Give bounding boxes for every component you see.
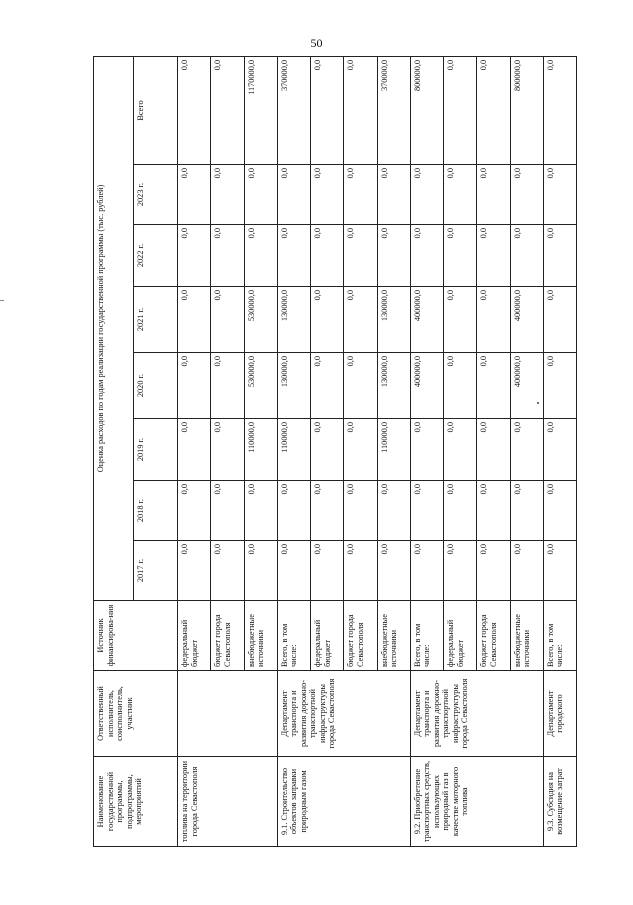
value-cell: 0,0: [344, 541, 377, 601]
source-cell: бюджет города Севастополя: [477, 601, 510, 671]
value-cell: 130000,0: [277, 287, 310, 353]
header-year: 2018 г.: [134, 481, 178, 541]
value-cell: 0,0: [277, 225, 310, 287]
scan-edge-mark: [0, 300, 4, 301]
value-cell: 0,0: [510, 165, 543, 225]
header-year: 2022 г.: [134, 225, 178, 287]
value-cell: 0,0: [477, 481, 510, 541]
value-cell: 0,0: [510, 225, 543, 287]
value-cell: 0,0: [444, 225, 477, 287]
header-year: 2021 г.: [134, 287, 178, 353]
value-cell: 0,0: [211, 225, 244, 287]
value-cell: 0,0: [178, 287, 211, 353]
value-cell: 0,0: [510, 541, 543, 601]
value-cell: 0,0: [344, 419, 377, 481]
value-cell: 0,0: [311, 419, 344, 481]
value-cell: 0,0: [211, 541, 244, 601]
value-cell: 0,0: [178, 541, 211, 601]
value-cell: 0,0: [543, 287, 576, 353]
value-cell: 0,0: [311, 353, 344, 419]
total-cell: 0,0: [444, 56, 477, 164]
total-cell: 800000,0: [510, 56, 543, 164]
value-cell: 0,0: [510, 419, 543, 481]
value-cell: 0,0: [477, 225, 510, 287]
value-cell: 0,0: [444, 481, 477, 541]
value-cell: 530000,0: [244, 287, 277, 353]
source-cell: Всего, в том числе:: [543, 601, 576, 671]
value-cell: 0,0: [444, 353, 477, 419]
total-cell: 0,0: [211, 56, 244, 164]
header-total: Всего: [134, 56, 178, 164]
header-year: 2017 г.: [134, 541, 178, 601]
source-cell: Всего, в том числе:: [277, 601, 310, 671]
value-cell: 0,0: [444, 541, 477, 601]
total-cell: 800000,0: [410, 56, 443, 164]
page-number: 50: [310, 36, 323, 50]
value-cell: 0,0: [543, 419, 576, 481]
value-cell: 0,0: [178, 481, 211, 541]
value-cell: 0,0: [510, 481, 543, 541]
source-cell: федеральный бюджет: [444, 601, 477, 671]
value-cell: 0,0: [211, 353, 244, 419]
total-cell: 0,0: [178, 56, 211, 164]
value-cell: 110000,0: [244, 419, 277, 481]
value-cell: 0,0: [178, 165, 211, 225]
value-cell: 0,0: [311, 287, 344, 353]
value-cell: 0,0: [377, 541, 410, 601]
value-cell: 0,0: [377, 481, 410, 541]
measure-name: 9.3. Субсидия на возмещение затрат: [543, 757, 576, 847]
source-cell: федеральный бюджет: [311, 601, 344, 671]
value-cell: 0,0: [477, 419, 510, 481]
value-cell: 130000,0: [377, 353, 410, 419]
table-row: [277, 56, 310, 846]
value-cell: 0,0: [344, 481, 377, 541]
value-cell: 0,0: [211, 165, 244, 225]
value-cell: 0,0: [178, 353, 211, 419]
value-cell: 0,0: [477, 287, 510, 353]
value-cell: 0,0: [543, 481, 576, 541]
executor: Департамент транспорта и развития дорожно-транспортной инфраструктуры города Севастополя: [277, 671, 410, 757]
value-cell: 0,0: [377, 165, 410, 225]
value-cell: 0,0: [178, 225, 211, 287]
source-cell: федеральный бюджет: [178, 601, 211, 671]
rotated-table-frame: [93, 57, 577, 847]
rotated-table: [93, 57, 577, 847]
table-row: [543, 56, 576, 846]
source-cell: бюджет города Севастополя: [211, 601, 244, 671]
source-cell: Всего, в том числе:: [410, 601, 443, 671]
value-cell: 400000,0: [410, 287, 443, 353]
value-cell: 130000,0: [377, 287, 410, 353]
header-year: 2023 г.: [134, 165, 178, 225]
value-cell: 0,0: [277, 165, 310, 225]
value-cell: 0,0: [244, 165, 277, 225]
total-cell: 370000,0: [277, 56, 310, 164]
executor: Департамент городского: [543, 671, 576, 757]
value-cell: 0,0: [477, 541, 510, 601]
value-cell: 0,0: [543, 541, 576, 601]
value-cell: 0,0: [211, 481, 244, 541]
source-cell: внебюджетные источники: [244, 601, 277, 671]
value-cell: 0,0: [211, 287, 244, 353]
value-cell: 400000,0: [410, 353, 443, 419]
value-cell: 0,0: [543, 353, 576, 419]
value-cell: 0,0: [277, 541, 310, 601]
value-cell: 0,0: [477, 165, 510, 225]
header-year: 2020 г.: [134, 353, 178, 419]
value-cell: 0,0: [410, 225, 443, 287]
header-row-top: [94, 56, 134, 846]
value-cell: 0,0: [178, 419, 211, 481]
value-cell: 0,0: [410, 419, 443, 481]
header-year: 2019 г.: [134, 419, 178, 481]
value-cell: 0,0: [244, 225, 277, 287]
measure-name: 9.2. Приобретение транспортных средств, использующих природный газ в качестве моторного топлива: [410, 757, 543, 847]
source-cell: внебюджетные источники: [377, 601, 410, 671]
budget-table: [93, 56, 577, 847]
total-cell: 0,0: [477, 56, 510, 164]
total-cell: 0,0: [311, 56, 344, 164]
value-cell: 0,0: [311, 165, 344, 225]
total-cell: 1170000,0: [244, 56, 277, 164]
measure-name: топлива на территории города Севастополя: [178, 757, 278, 847]
header-executor: Ответственный исполнитель, соисполнитель, участник: [94, 671, 178, 757]
value-cell: 0,0: [277, 481, 310, 541]
total-cell: 0,0: [344, 56, 377, 164]
value-cell: 110000,0: [377, 419, 410, 481]
value-cell: 0,0: [311, 481, 344, 541]
value-cell: 0,0: [244, 541, 277, 601]
source-cell: внебюджетные источники: [510, 601, 543, 671]
total-cell: 370000,0: [377, 56, 410, 164]
value-cell: 0,0: [410, 165, 443, 225]
executor: [178, 671, 278, 757]
header-source: Источник финансирова-ния: [94, 601, 178, 671]
source-cell: бюджет города Севастополя: [344, 601, 377, 671]
value-cell: 0,0: [444, 287, 477, 353]
value-cell: 0,0: [477, 353, 510, 419]
value-cell: 0,0: [344, 225, 377, 287]
value-cell: 110000,0: [277, 419, 310, 481]
value-cell: 400000,0: [510, 287, 543, 353]
header-estimate: Оценка расходов по годам реализации государственной программы (тыс. рублей): [94, 56, 134, 600]
value-cell: 0,0: [543, 165, 576, 225]
header-name: Наименование государственной программы, подпрограммы, мероприятий: [94, 757, 178, 847]
value-cell: 0,0: [344, 165, 377, 225]
measure-name: 9.1. Строительство объектов заправки природным газом: [277, 757, 410, 847]
value-cell: 0,0: [344, 353, 377, 419]
value-cell: 0,0: [543, 225, 576, 287]
value-cell: 0,0: [444, 419, 477, 481]
value-cell: 400000,0: [510, 353, 543, 419]
scan-speck: [537, 402, 539, 404]
value-cell: 0,0: [377, 225, 410, 287]
value-cell: 0,0: [311, 225, 344, 287]
value-cell: 0,0: [311, 541, 344, 601]
executor: Департамент транспорта и развития дорожно-транспортной инфраструктуры города Севастополя: [410, 671, 543, 757]
total-cell: 0,0: [543, 56, 576, 164]
value-cell: 0,0: [410, 541, 443, 601]
value-cell: 0,0: [211, 419, 244, 481]
value-cell: 0,0: [244, 481, 277, 541]
value-cell: 0,0: [344, 287, 377, 353]
value-cell: 530000,0: [244, 353, 277, 419]
value-cell: 0,0: [410, 481, 443, 541]
table-row: [178, 56, 211, 846]
value-cell: 0,0: [444, 165, 477, 225]
table-row: [410, 56, 443, 846]
value-cell: 130000,0: [277, 353, 310, 419]
